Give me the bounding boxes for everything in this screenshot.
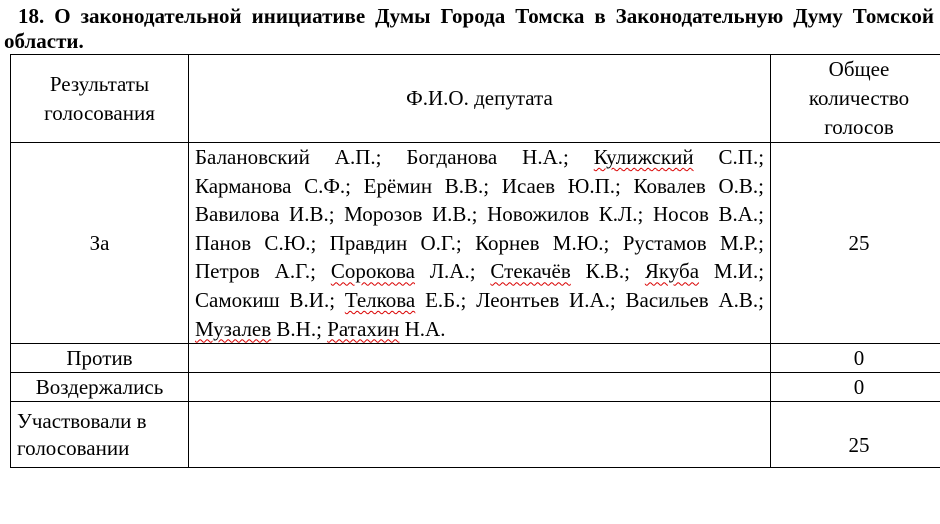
deputy-name-flagged: Кулижский	[593, 145, 694, 169]
deputy-name-part: С.П.;	[718, 145, 765, 169]
deputy-name-part: К.В.;	[585, 259, 631, 284]
row-count-against: 0	[771, 344, 940, 373]
row-deputies-against	[189, 344, 771, 373]
item-heading: 18. О законодательной инициативе Думы Города Томска в Законодательную Думу Томской области.	[4, 4, 934, 53]
row-label-abstained: Воздержались	[11, 373, 189, 402]
header-deputies: Ф.И.О. депутата	[189, 55, 771, 143]
table-row-abstained	[11, 373, 940, 402]
deputy-names-list	[189, 143, 771, 344]
voting-results-table	[10, 54, 940, 468]
row-label-participated: Участвовали в голосовании	[11, 402, 189, 468]
deputy-name-part: Петров А.Г.;	[195, 259, 316, 284]
deputy-name-flagged: Телкова	[344, 287, 416, 312]
row-count-abstained: 0	[771, 373, 940, 402]
row-deputies-participated	[189, 402, 771, 468]
deputy-name-part: Правдин О.Г.;	[329, 230, 462, 255]
table-row-against	[11, 344, 940, 373]
deputy-name-part: Рустамов М.Р.;	[622, 230, 764, 255]
deputy-name-part: Морозов И.В.;	[344, 202, 478, 227]
table-header-row	[11, 55, 940, 143]
row-label-against: Против	[11, 344, 189, 373]
deputy-name-flagged: Музалев	[195, 316, 272, 341]
deputy-name-part: Ковалев О.В.;	[633, 173, 765, 198]
deputy-name-part: М.И.;	[713, 259, 765, 284]
deputy-name-part: Самокиш В.И.;	[195, 287, 336, 312]
deputy-name-part: Леонтьев И.А.;	[476, 287, 616, 312]
deputy-name-part: Балановский А.П.;	[195, 145, 382, 169]
deputy-name-flagged: Стекачёв	[490, 259, 571, 284]
deputy-name-part: Н.А.	[404, 316, 446, 341]
deputy-name-part: Богданова Н.А.;	[406, 145, 569, 169]
deputy-name-flagged: Ратахин	[327, 316, 400, 341]
row-count-for: 25	[771, 143, 940, 344]
table-row-for	[11, 143, 940, 344]
deputy-name-flagged: Якуба	[644, 259, 700, 284]
deputy-name-part: Е.Б.;	[425, 287, 467, 312]
row-count-participated: 25	[771, 402, 940, 468]
deputy-name-part: Вавилова И.В.;	[195, 202, 335, 227]
header-total: Общее количество голосов	[771, 55, 940, 143]
header-results: Результаты голосования	[11, 55, 189, 143]
deputy-name-part: Носов В.А.;	[652, 202, 765, 227]
deputy-name-part: Исаев Ю.П.;	[501, 173, 621, 198]
deputy-name-flagged: Сорокова	[330, 259, 415, 284]
deputy-name-part: Корнев М.Ю.;	[475, 230, 610, 255]
deputy-name-part: Л.А.;	[429, 259, 476, 284]
deputy-name-part: В.Н.;	[276, 316, 322, 341]
deputy-name-part: Новожилов К.Л.;	[487, 202, 644, 227]
row-deputies-abstained	[189, 373, 771, 402]
deputy-name-part: Карманова С.Ф.;	[195, 173, 351, 198]
deputy-name-part: Ерёмин В.В.;	[363, 173, 490, 198]
deputy-name-part: Панов С.Ю.;	[195, 230, 317, 255]
deputy-name-part: Васильев А.В.;	[625, 287, 764, 312]
table-row-participated	[11, 402, 940, 468]
row-label-for: За	[11, 143, 189, 344]
